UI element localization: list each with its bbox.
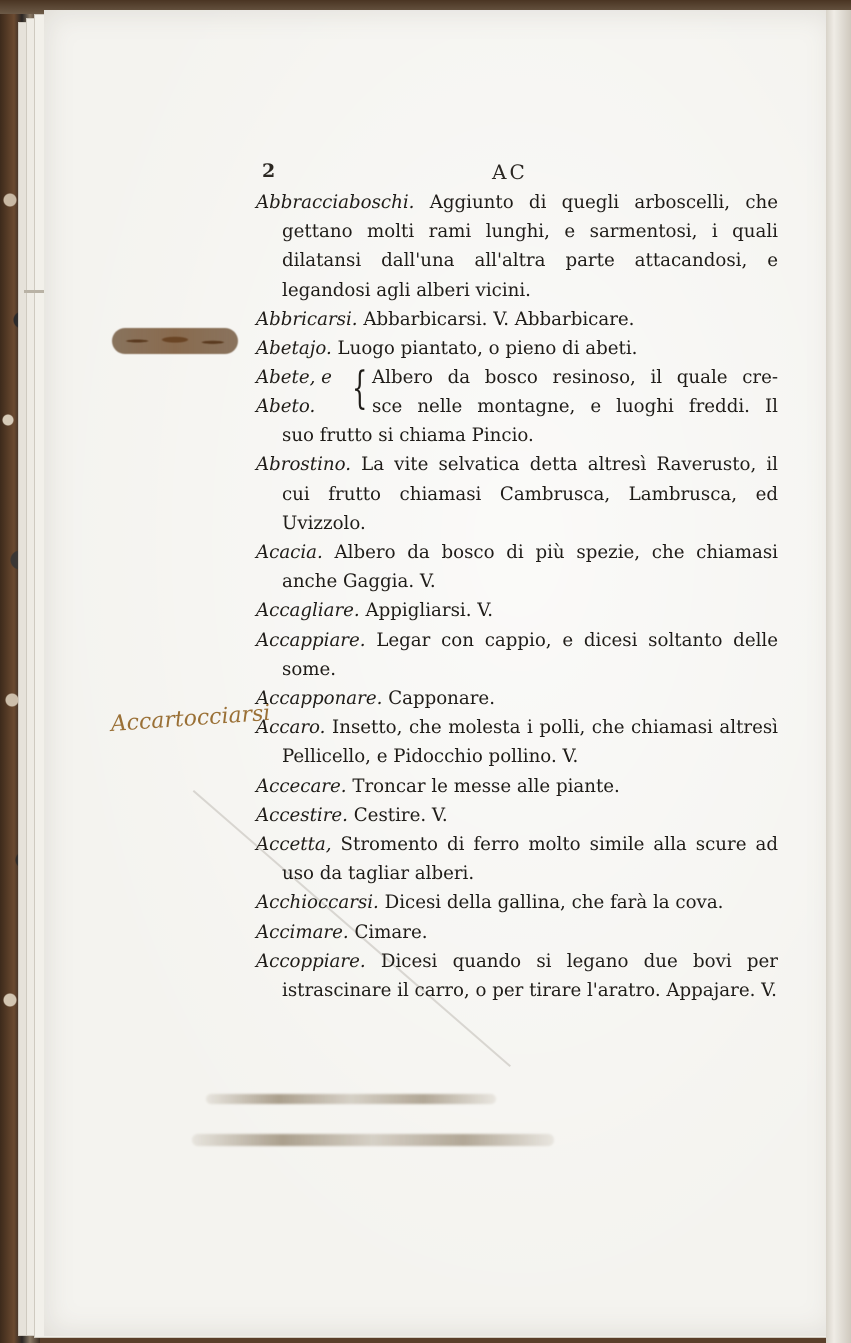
dictionary-entry xyxy=(256,334,778,363)
entry-term: Abetajo. xyxy=(256,338,332,360)
entry-term: Accetta, xyxy=(256,834,332,856)
entry-definition: Stromento di ferro molto simile alla scure ad uso da tagliar alberi. xyxy=(282,834,778,885)
entry-definition: Abbarbicarsi. V. Abbarbicare. xyxy=(363,308,635,330)
dictionary-entry xyxy=(256,801,778,830)
entry-term: Accoppiare. xyxy=(256,950,366,972)
definition-continuation: suo frutto si chiama Pincio. xyxy=(282,425,534,447)
dictionary-entry xyxy=(256,626,778,684)
handwritten-margin-note: Accartocciarsi xyxy=(110,700,272,737)
bracketed-entry xyxy=(256,363,778,421)
ink-smudge xyxy=(192,1134,554,1146)
entry-definition: Albero da bosco di più spezie, che chiamasi anche Gaggia. V. xyxy=(282,542,778,593)
entry-definition: Insetto, che molesta i polli, che chiamasi altresì Pellicello, e Pidocchio pollino. V. xyxy=(282,717,778,768)
dictionary-entry xyxy=(256,538,778,596)
entry-term: Accimare. xyxy=(256,921,349,943)
brace-glyph: { xyxy=(352,363,368,415)
entry-term: Accapponare. xyxy=(256,688,383,710)
entry-definition: Troncar le messe alle piante. xyxy=(352,775,620,797)
definition-line: sce nelle montagne, e luoghi freddi. Il xyxy=(372,396,778,418)
entry-definition: Capponare. xyxy=(388,688,495,710)
entry-term: Accestire. xyxy=(256,804,348,826)
entry-term: Accecare. xyxy=(256,775,347,797)
entry-definition: Dicesi della gallina, che farà la cova. xyxy=(384,892,724,914)
entry-term: Abrostino. xyxy=(256,454,352,476)
dictionary-entry xyxy=(256,596,778,625)
entry-term: Abbricarsi. xyxy=(256,308,358,330)
entry-definition: Appigliarsi. V. xyxy=(365,600,494,622)
entry-definition: Dicesi quando si legano due bovi per istrascinare il carro, o per tirare l'aratro. Appajare. V. xyxy=(282,950,778,1002)
entry-definition: Aggiunto di quegli arboscelli, che gettano molti rami lunghi, e sarmentosi, i quali dilatansi dall'una all'altra parte attacandosi, e legandosi agli alberi vicini. xyxy=(282,192,778,301)
dictionary-entry xyxy=(256,772,778,801)
dictionary-entry xyxy=(256,830,778,888)
dictionary-entry xyxy=(256,450,778,538)
dictionary-entry xyxy=(256,947,778,1005)
page-number: 2 xyxy=(262,160,276,182)
running-head-letters: AC xyxy=(492,160,528,184)
dictionary-entry xyxy=(256,305,778,334)
dictionary-entry xyxy=(256,888,778,917)
dictionary-entry xyxy=(256,188,778,305)
bracketed-terms xyxy=(256,363,348,421)
entry-term: Abete, e xyxy=(256,367,332,389)
entry-term: Abbracciaboschi. xyxy=(256,192,415,213)
entry-term: Accappiare. xyxy=(256,629,366,651)
entry-term: Accaro. xyxy=(256,717,326,739)
dictionary-entry xyxy=(256,713,778,771)
entry-definition: La vite selvatica detta altresì Raverusto, il cui frutto chiamasi Cambrusca, Lambrusca, ed Uvizzolo. xyxy=(282,454,778,534)
entry-term: Abeto. xyxy=(256,396,316,418)
entry-term: Acacia. xyxy=(256,542,323,564)
entry-term: Acchioccarsi. xyxy=(256,892,379,914)
entry-definition: Luogo piantato, o pieno di abeti. xyxy=(337,338,638,360)
entry-definition: Cimare. xyxy=(354,921,428,943)
entry-definition xyxy=(372,363,778,421)
entry-definition: Legar con cappio, e dicesi soltanto delle some. xyxy=(282,629,778,680)
dictionary-entry xyxy=(256,684,778,713)
ink-smudge xyxy=(206,1094,496,1104)
entry-definition: Cestire. V. xyxy=(353,804,448,826)
dictionary-entries xyxy=(256,188,778,1005)
running-head xyxy=(0,160,851,190)
definition-line: Albero da bosco resinoso, il quale cre- xyxy=(372,367,778,389)
ink-blot-annotation xyxy=(112,320,240,360)
dictionary-entry xyxy=(256,918,778,947)
entry-term: Accagliare. xyxy=(256,600,360,622)
facing-page-edge xyxy=(826,10,851,1343)
